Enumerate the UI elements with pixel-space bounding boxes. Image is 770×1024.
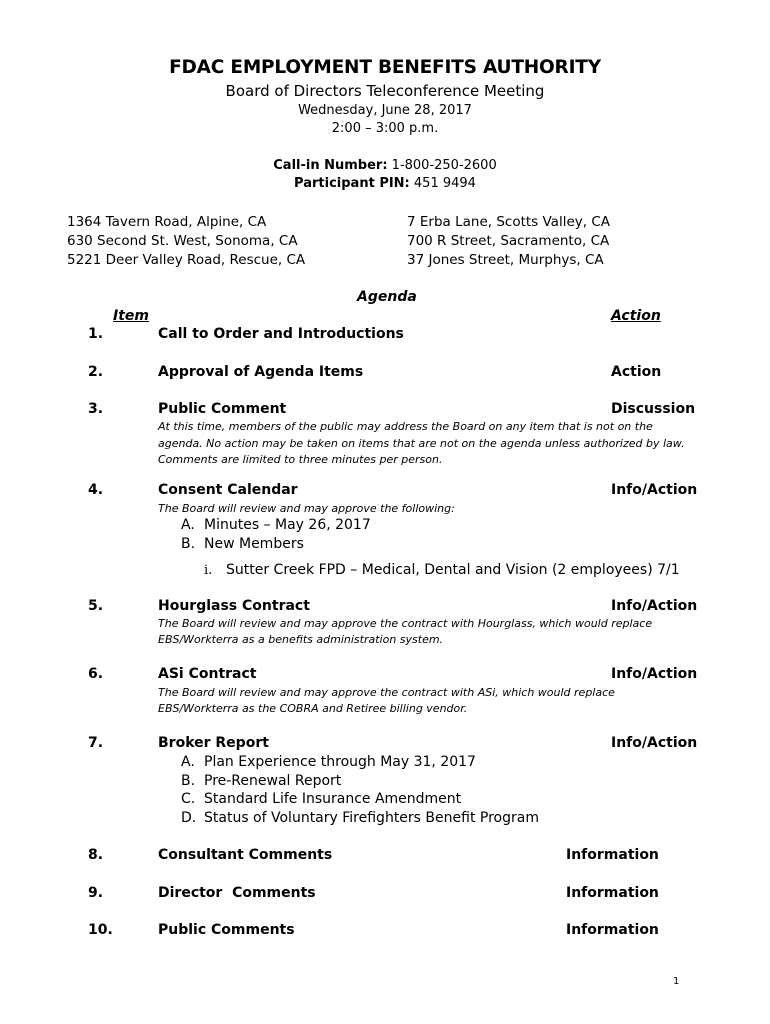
item-6-number: 6.	[88, 666, 104, 682]
agenda-heading: Agenda	[357, 289, 417, 305]
page-number: 1	[673, 976, 680, 987]
item-5-action: Info/Action	[611, 598, 698, 614]
item-2-title: Approval of Agenda Items	[158, 364, 364, 380]
item-10-action: Information	[566, 922, 659, 938]
item-7-sub-b-text: Pre-Renewal Report	[204, 773, 342, 789]
item-8-number: 8.	[88, 847, 104, 863]
location-left-2: 630 Second St. West, Sonoma, CA	[67, 233, 298, 249]
item-3-desc-line-2: agenda. No action may be taken on items that are not on the agenda unless authorized by law.	[158, 437, 685, 450]
item-2-number: 2.	[88, 364, 104, 380]
meeting-time: 2:00 – 3:00 p.m.	[331, 121, 439, 136]
item-6-action: Info/Action	[611, 666, 698, 682]
column-action-heading: Action	[611, 308, 661, 324]
meeting-subtitle: Board of Directors Teleconference Meeting	[225, 82, 545, 100]
item-6-title: ASi Contract	[158, 666, 257, 682]
item-2-action: Action	[611, 364, 662, 380]
item-3-action: Discussion	[611, 401, 696, 417]
meeting-date: Wednesday, June 28, 2017	[298, 103, 472, 118]
item-3-number: 3.	[88, 401, 104, 417]
item-3-desc-line-3: Comments are limited to three minutes per person.	[158, 453, 443, 466]
location-left-1: 1364 Tavern Road, Alpine, CA	[67, 214, 267, 230]
item-3-desc-line-1: At this time, members of the public may address the Board on any item that is not on the	[158, 420, 653, 433]
item-4-title: Consent Calendar	[158, 482, 298, 498]
item-1-number: 1.	[88, 326, 104, 342]
item-5-number: 5.	[88, 598, 104, 614]
item-4-desc-line-1: The Board will review and may approve the following:	[158, 502, 455, 515]
callin-number: 1-800-250-2600	[391, 158, 497, 173]
location-right-3: 37 Jones Street, Murphys, CA	[407, 252, 604, 268]
location-right-1: 7 Erba Lane, Scotts Valley, CA	[407, 214, 610, 230]
item-9-action: Information	[566, 885, 659, 901]
item-4-action: Info/Action	[611, 482, 698, 498]
item-1-title: Call to Order and Introductions	[158, 326, 404, 342]
document-title: FDAC EMPLOYMENT BENEFITS AUTHORITY	[169, 57, 601, 78]
item-5-title: Hourglass Contract	[158, 598, 310, 614]
item-7-sub-c-label: C.	[181, 791, 196, 807]
item-9-number: 9.	[88, 885, 104, 901]
pin-line	[0, 176, 770, 191]
item-4-sub-b-text: New Members	[204, 536, 304, 552]
item-4-sub-b-label: B.	[181, 536, 196, 552]
item-5-desc-line-1: The Board will review and may approve the contract with Hourglass, which would replace	[158, 617, 653, 630]
item-4-number: 4.	[88, 482, 104, 498]
pin-number: 451 9494	[413, 176, 476, 191]
item-3-title: Public Comment	[158, 401, 287, 417]
item-4-subsub-label: i.	[204, 563, 213, 578]
item-10-number: 10.	[88, 922, 113, 938]
item-7-sub-d-label: D.	[181, 810, 197, 826]
item-6-desc-line-1: The Board will review and may approve the contract with ASi, which would replace	[158, 686, 615, 699]
item-7-sub-a-text: Plan Experience through May 31, 2017	[204, 754, 476, 770]
column-item-heading: Item	[113, 308, 149, 324]
item-7-sub-c-text: Standard Life Insurance Amendment	[204, 791, 462, 807]
item-6-desc-line-2: EBS/Workterra as the COBRA and Retiree billing vendor.	[158, 702, 468, 715]
item-7-title: Broker Report	[158, 735, 269, 751]
item-4-subsub-text: Sutter Creek FPD – Medical, Dental and Vision (2 employees) 7/1	[226, 562, 680, 578]
item-8-action: Information	[566, 847, 659, 863]
item-7-number: 7.	[88, 735, 104, 751]
location-right-2: 700 R Street, Sacramento, CA	[407, 233, 610, 249]
item-7-action: Info/Action	[611, 735, 698, 751]
item-4-sub-a-label: A.	[181, 517, 195, 533]
item-4-sub-a-text: Minutes – May 26, 2017	[204, 517, 371, 533]
pin-label: Participant PIN:	[294, 176, 410, 191]
item-7-sub-b-label: B.	[181, 773, 196, 789]
location-left-3: 5221 Deer Valley Road, Rescue, CA	[67, 252, 306, 268]
item-7-sub-d-text: Status of Voluntary Firefighters Benefit Program	[204, 810, 539, 826]
callin-line	[0, 158, 770, 173]
callin-label: Call-in Number:	[273, 158, 388, 173]
item-9-title: Director Comments	[158, 885, 316, 901]
item-7-sub-a-label: A.	[181, 754, 195, 770]
item-8-title: Consultant Comments	[158, 847, 333, 863]
item-5-desc-line-2: EBS/Workterra as a benefits administration system.	[158, 633, 444, 646]
item-10-title: Public Comments	[158, 922, 295, 938]
